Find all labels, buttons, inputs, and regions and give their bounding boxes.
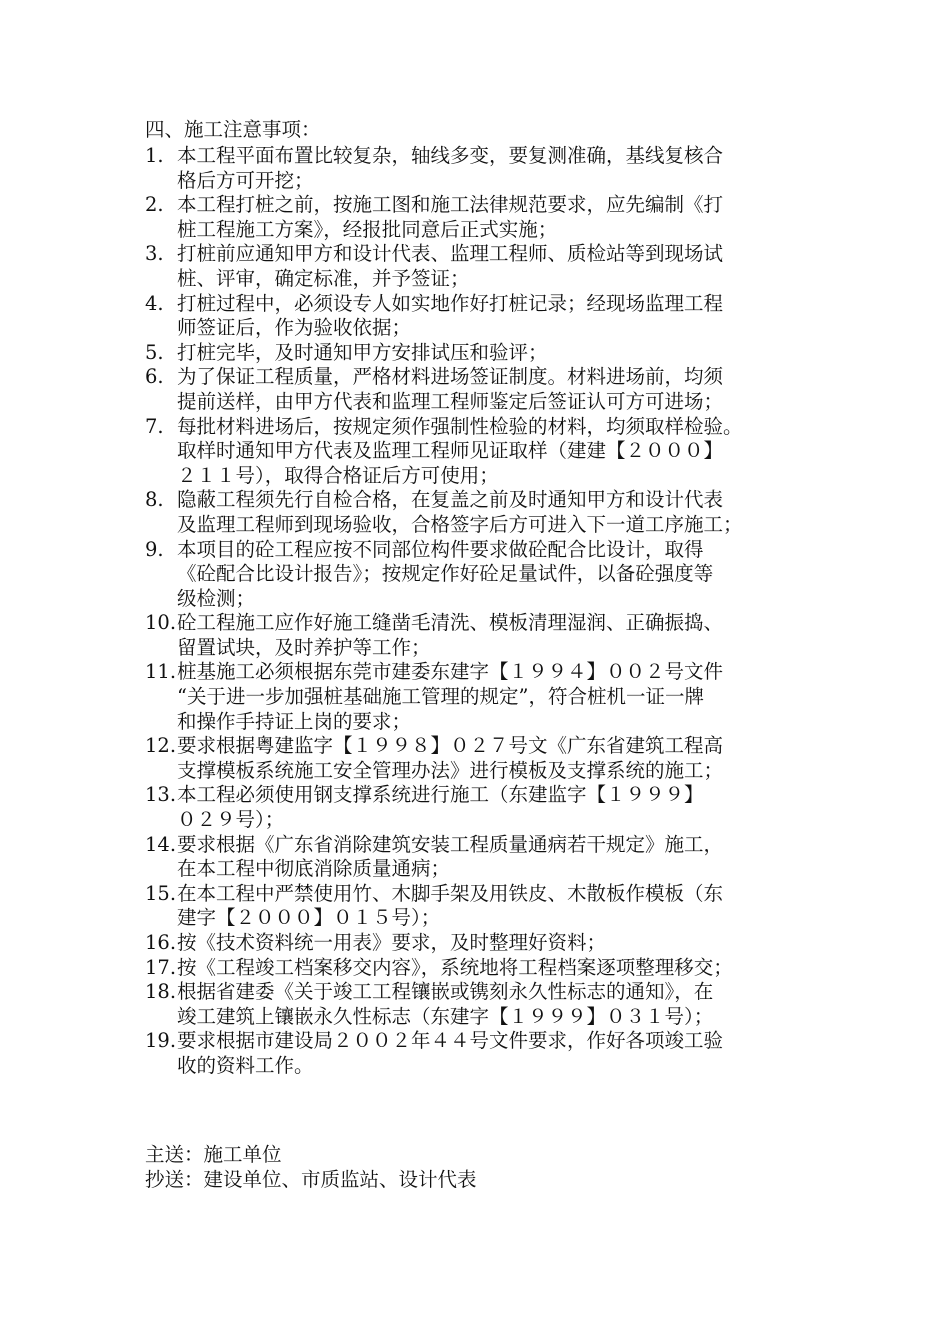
item-text: 本工程平面布置比较复杂，轴线多变，要复测准确，基线复核合 格后方可开挖； xyxy=(177,144,724,192)
list-item xyxy=(145,783,835,832)
item-number: 14. xyxy=(145,832,177,856)
item-text: 要求根据《广东省消除建筑安装工程质量通病若干规定》施工， 在本工程中彻底消除质量通病； xyxy=(177,832,724,881)
item-number: 3. xyxy=(145,242,164,266)
list-item xyxy=(145,660,835,734)
item-number: 15. xyxy=(145,881,177,905)
document-body xyxy=(145,118,835,1079)
list-item xyxy=(145,242,835,291)
list-item xyxy=(145,980,835,1029)
list-item xyxy=(145,365,835,414)
list-item xyxy=(145,538,835,612)
item-text: 打桩完毕，及时通知甲方安排试压和验评； xyxy=(177,340,548,364)
list-item xyxy=(145,882,835,931)
item-number: 13. xyxy=(145,783,177,807)
item-text: 本工程打桩之前，按施工图和施工法律规范要求，应先编制《打 桩工程施工方案》，经报批同意后正式实施； xyxy=(177,193,724,241)
item-number: 1. xyxy=(145,144,164,167)
item-number: 19. xyxy=(145,1029,177,1053)
item-text: 根据省建委《关于竣工工程镶嵌或镌刻永久性标志的通知》，在 竣工建筑上镶嵌永久性标志（东建字【１９９９】０３１号）； xyxy=(177,980,714,1028)
list-item xyxy=(145,956,835,981)
item-text: 隐蔽工程须先行自检合格，在复盖之前及时通知甲方和设计代表 及监理工程师到现场验收，合格签字后方可进入下一道工序施工； xyxy=(177,488,743,536)
copy-send-line: 抄送：建设单位、市质监站、设计代表 xyxy=(145,1167,477,1191)
item-text: 本项目的砼工程应按不同部位构件要求做砼配合比设计，取得 《砼配合比设计报告》；按规定作好砼足量试件，以备砼强度等 级检测； xyxy=(177,537,714,610)
list-item xyxy=(145,611,835,660)
item-text: 每批材料进场后，按规定须作强制性检验的材料，均须取样检验。 取样时通知甲方代表及监理工程师见证取样（建建【２０００】 ２１１号），取得合格证后方可使用； xyxy=(177,414,743,487)
item-number: 17. xyxy=(145,955,177,979)
list-item xyxy=(145,833,835,882)
item-number: 16. xyxy=(145,931,177,954)
list-item xyxy=(145,341,835,366)
list-item xyxy=(145,488,835,537)
item-text: 按《技术资料统一用表》要求，及时整理好资料； xyxy=(177,931,607,954)
list-item xyxy=(145,734,835,783)
item-text: 本工程必须使用钢支撑系统进行施工（东建监字【１９９９】 ０２９号）； xyxy=(177,783,704,832)
item-number: 8. xyxy=(145,488,164,512)
item-number: 11. xyxy=(145,660,177,684)
item-text: 为了保证工程质量，严格材料进场签证制度。材料进场前，均须 提前送样，由甲方代表和监理工程师鉴定后签证认可方可进场； xyxy=(177,365,724,413)
list-item xyxy=(145,931,835,956)
item-text: 在本工程中严禁使用竹、木脚手架及用铁皮、木散板作模板（东 建字【２０００】０１５号）； xyxy=(177,881,724,930)
item-number: 6. xyxy=(145,365,164,389)
main-send-line: 主送：施工单位 xyxy=(145,1143,282,1166)
item-number: 12. xyxy=(145,734,177,758)
section-heading: 四、施工注意事项： xyxy=(145,118,321,141)
item-text: 要求根据市建设局２００２年４４号文件要求，作好各项竣工验 收的资料工作。 xyxy=(177,1029,724,1077)
item-text: 按《工程竣工档案移交内容》，系统地将工程档案逐项整理移交； xyxy=(177,955,733,979)
item-number: 18. xyxy=(145,980,177,1004)
distribution-footer xyxy=(145,1143,477,1192)
construction-notes-list xyxy=(145,144,835,1079)
list-item xyxy=(145,292,835,341)
item-number: 9. xyxy=(145,537,164,561)
item-number: 5. xyxy=(145,340,164,364)
item-number: 7. xyxy=(145,414,164,438)
item-number: 2. xyxy=(145,193,164,217)
list-item xyxy=(145,415,835,489)
item-number: 10. xyxy=(145,611,177,635)
item-text: 打桩过程中，必须设专人如实地作好打桩记录；经现场监理工程 师签证后，作为验收依据； xyxy=(177,291,724,340)
item-text: 砼工程施工应作好施工缝凿毛清洗、模板清理湿润、正确振捣、 留置试块，及时养护等工作； xyxy=(177,611,724,659)
list-item xyxy=(145,144,835,193)
item-text: 打桩前应通知甲方和设计代表、监理工程师、质检站等到现场试 桩、评审，确定标准，并予签证； xyxy=(177,242,724,290)
item-text: 要求根据粤建监字【１９９８】０２７号文《广东省建筑工程高 支撑模板系统施工安全管理办法》进行模板及支撑系统的施工； xyxy=(177,734,724,782)
list-item xyxy=(145,193,835,242)
list-item xyxy=(145,1029,835,1078)
item-text: 桩基施工必须根据东莞市建委东建字【１９９４】００２号文件 “关于进一步加强桩基础施工管理的规定”，符合桩机一证一牌 和操作手持证上岗的要求； xyxy=(177,660,724,733)
item-number: 4. xyxy=(145,291,164,315)
